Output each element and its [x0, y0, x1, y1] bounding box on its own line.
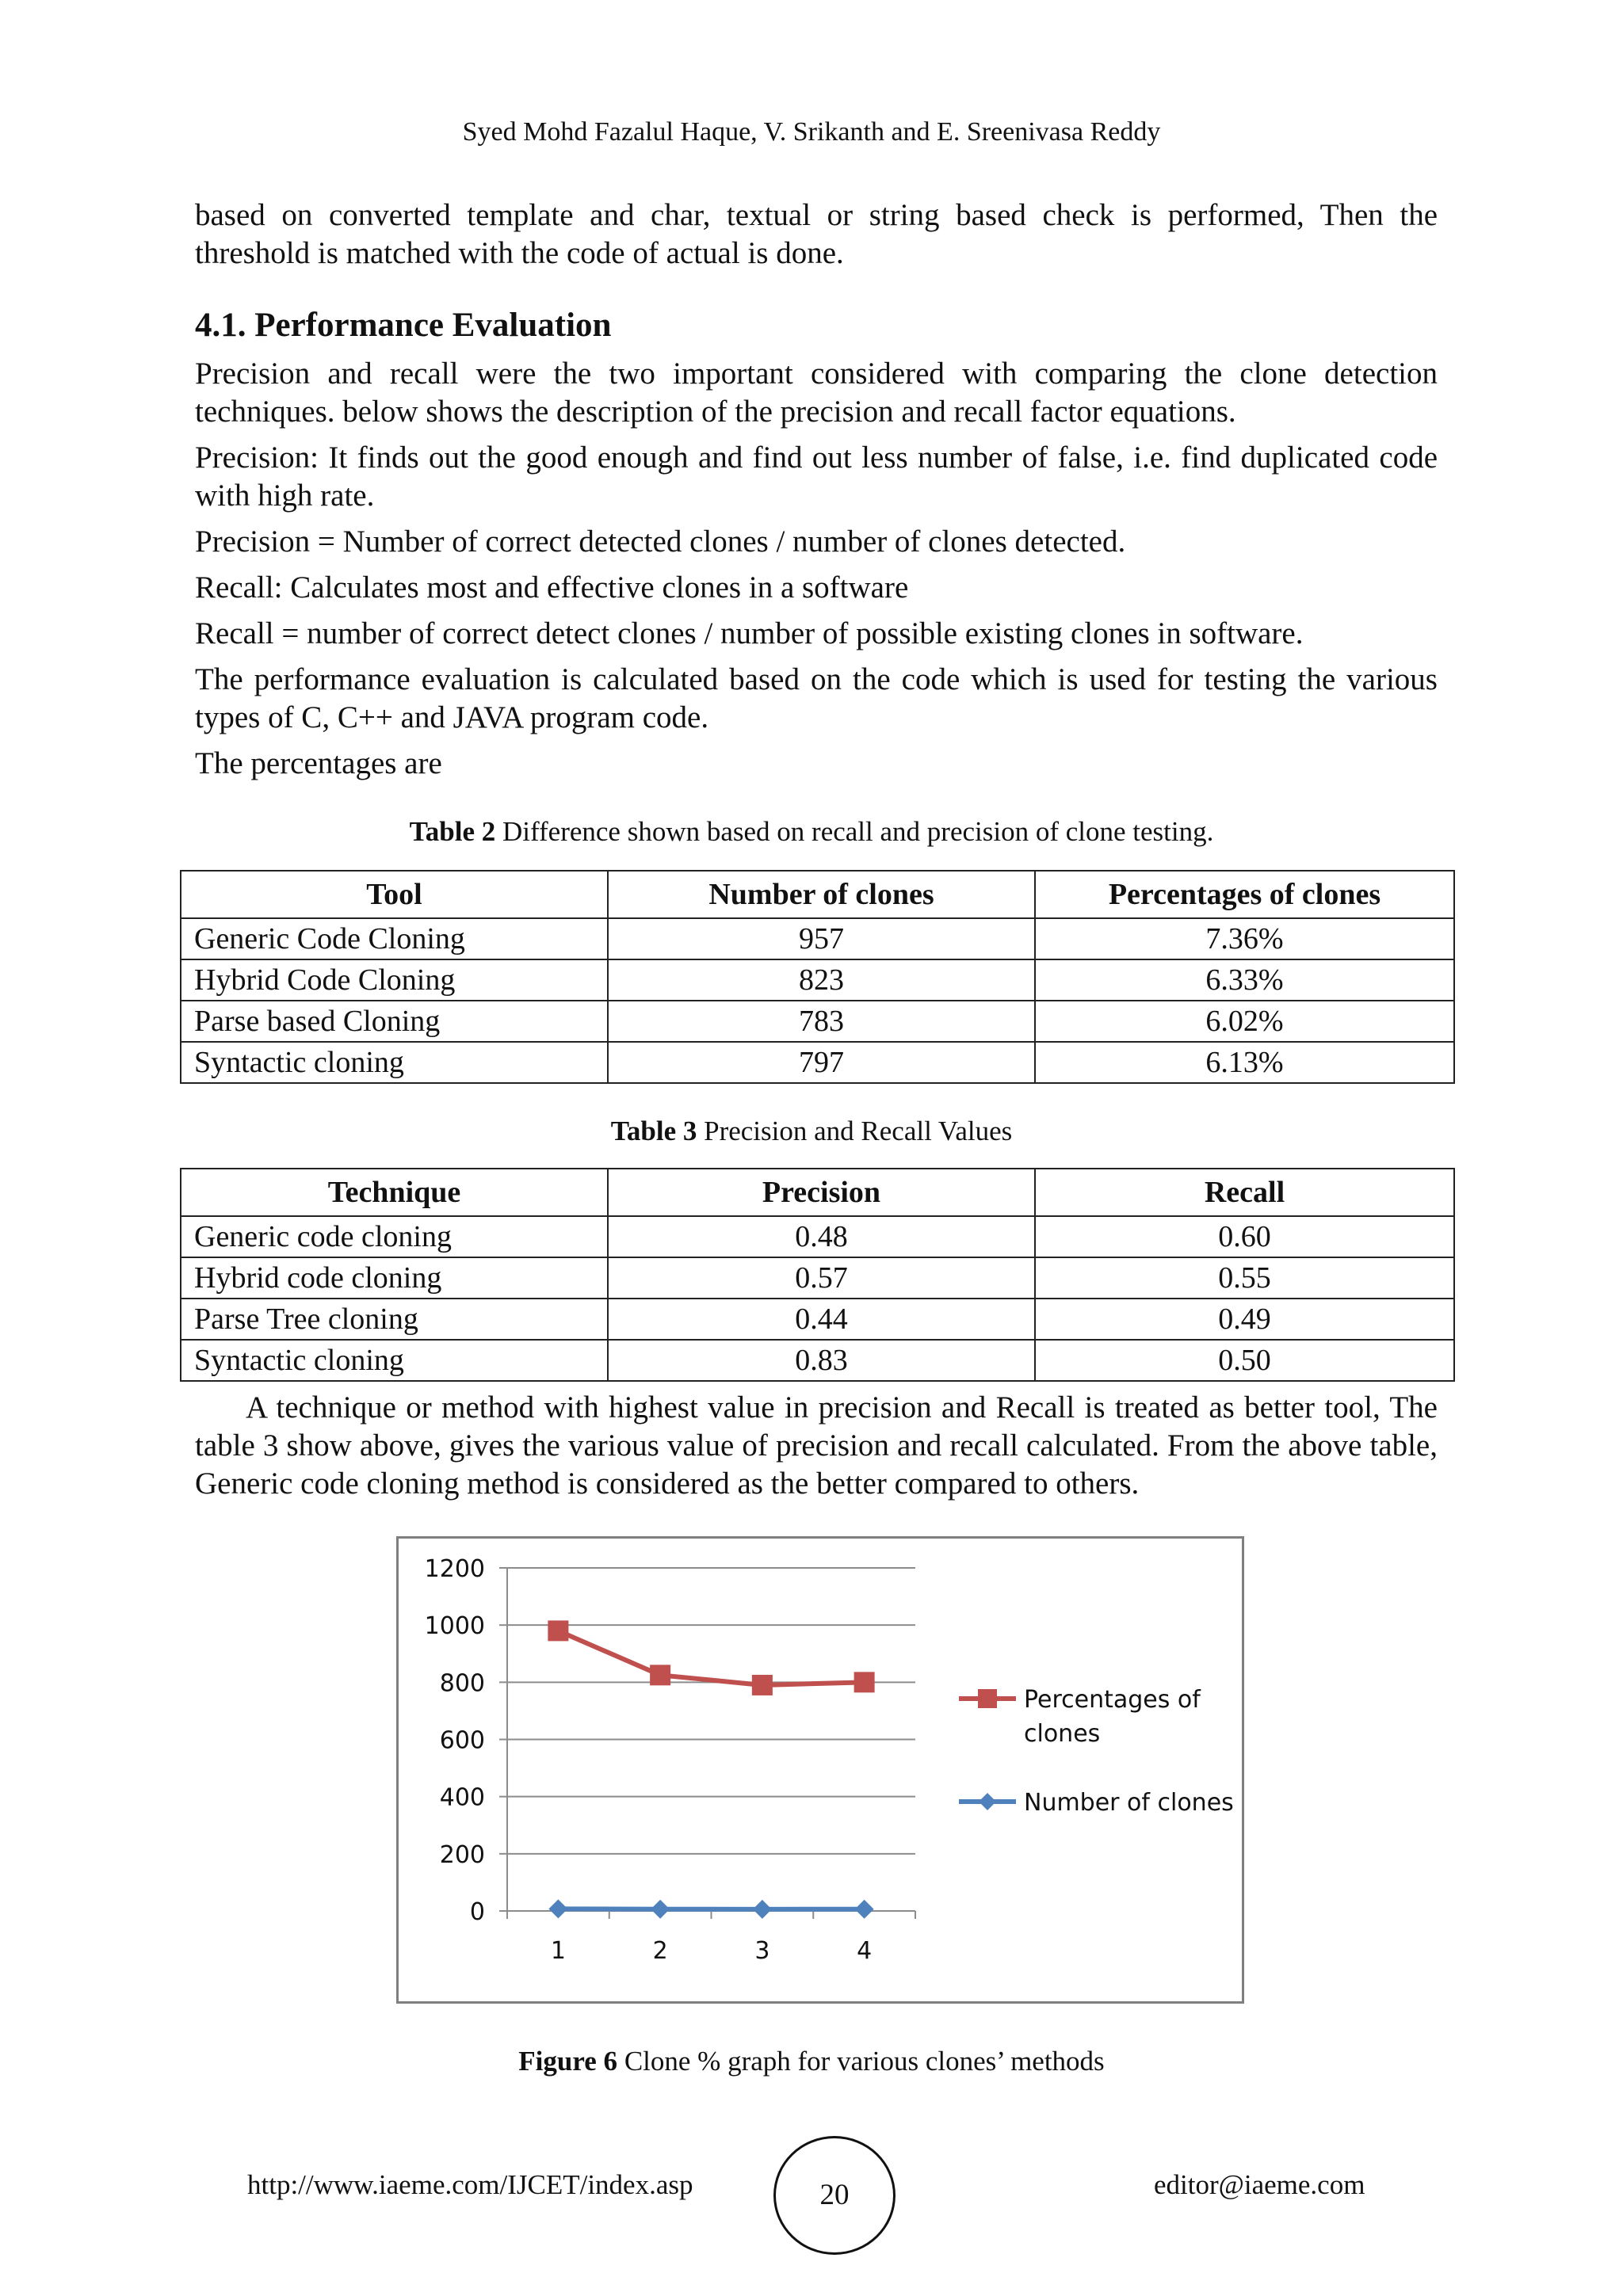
clone-line-chart — [396, 1536, 1244, 2004]
y-tick-label: 1200 — [424, 1555, 485, 1583]
table-cell: 797 — [608, 1042, 1035, 1083]
footer-email[interactable]: editor@iaeme.com — [1154, 2169, 1365, 2200]
discussion-block — [195, 1389, 1438, 1511]
table-header-cell: Technique — [181, 1169, 608, 1216]
data-point — [854, 1672, 875, 1692]
data-point — [548, 1620, 568, 1641]
data-point — [752, 1675, 773, 1695]
legend-label: Percentages of — [1024, 1686, 1201, 1714]
table-row — [181, 1340, 1454, 1381]
table-3 — [180, 1168, 1455, 1382]
table3-caption-label: Table 3 — [610, 1116, 697, 1146]
y-tick-label: 1000 — [424, 1612, 485, 1641]
legend-label: Number of clones — [1024, 1789, 1234, 1817]
y-tick-label: 800 — [439, 1669, 485, 1698]
section-body — [195, 355, 1438, 791]
table2-caption-text: Difference shown based on recall and precision of clone testing. — [495, 816, 1214, 847]
table2-caption — [0, 816, 1623, 848]
table-cell: Generic code cloning — [181, 1216, 608, 1257]
x-tick-label: 4 — [857, 1937, 873, 1965]
section-paragraph: Recall: Calculates most and effective clones in a software — [195, 570, 909, 605]
table-header-cell: Recall — [1035, 1169, 1454, 1216]
table-header-row — [181, 871, 1454, 918]
intro-paragraph: based on converted template and char, textual or string based check is performed, Then the threshold is matched with the code of actual is done. — [195, 198, 1438, 270]
table-2 — [180, 870, 1455, 1084]
legend-label: clones — [1024, 1720, 1101, 1748]
y-tick-label: 600 — [439, 1726, 485, 1755]
table-cell: 0.83 — [608, 1340, 1035, 1381]
table-row — [181, 1216, 1454, 1257]
table-row — [181, 1299, 1454, 1340]
table-header-cell: Precision — [608, 1169, 1035, 1216]
table-cell: 0.55 — [1035, 1257, 1454, 1299]
table-row — [181, 1042, 1454, 1083]
chart-frame — [398, 1538, 1243, 2003]
table-cell: 6.33% — [1035, 959, 1454, 1001]
table-cell: Parse Tree cloning — [181, 1299, 608, 1340]
table-cell: Syntactic cloning — [181, 1340, 608, 1381]
table-cell: 0.44 — [608, 1299, 1035, 1340]
table-cell: 7.36% — [1035, 918, 1454, 959]
section-paragraph: The percentages are — [195, 746, 442, 780]
discussion-paragraph: A technique or method with highest value in precision and Recall is treated as better tool, The table 3 show above, gives the various value of precision and recall calculated. From the above table, Generic code cloning method is considered as the better compared to others. — [195, 1390, 1438, 1501]
data-point — [650, 1665, 670, 1685]
table3-caption-text: Precision and Recall Values — [697, 1116, 1013, 1146]
legend-marker — [978, 1689, 997, 1708]
table-cell: 957 — [608, 918, 1035, 959]
table-cell: 783 — [608, 1001, 1035, 1042]
y-tick-label: 400 — [439, 1783, 485, 1812]
table-row — [181, 1001, 1454, 1042]
table-cell: 0.48 — [608, 1216, 1035, 1257]
figure-caption-label: Figure 6 — [518, 2046, 618, 2077]
table-cell: 6.02% — [1035, 1001, 1454, 1042]
section-paragraph: Precision and recall were the two important considered with comparing the clone detection techniques. below shows the description of the precision and recall factor equations. — [195, 357, 1438, 429]
y-tick-label: 200 — [439, 1840, 485, 1869]
intro-paragraph-block — [195, 196, 1438, 280]
footer-url[interactable]: http://www.iaeme.com/IJCET/index.asp — [247, 2169, 693, 2200]
running-header: Syed Mohd Fazalul Haque, V. Srikanth and E. Sreenivasa Reddy — [462, 117, 1161, 147]
table-cell: Parse based Cloning — [181, 1001, 608, 1042]
table-cell: 0.49 — [1035, 1299, 1454, 1340]
x-tick-label: 1 — [550, 1937, 566, 1965]
table-cell: 0.60 — [1035, 1216, 1454, 1257]
section-title: 4.1. Performance Evaluation — [195, 307, 612, 344]
section-paragraph: The performance evaluation is calculated based on the code which is used for testing the various types of C, C++ and JAVA program code. — [195, 662, 1438, 734]
table2-caption-label: Table 2 — [409, 816, 496, 847]
table-cell: Hybrid Code Cloning — [181, 959, 608, 1001]
figure-caption-text: Clone % graph for various clones’ methods — [617, 2046, 1105, 2077]
table-header-cell: Tool — [181, 871, 608, 918]
figure-caption — [0, 2046, 1623, 2077]
table-row — [181, 1257, 1454, 1299]
table-cell: Generic Code Cloning — [181, 918, 608, 959]
table-header-cell: Percentages of clones — [1035, 871, 1454, 918]
table-header-row — [181, 1169, 1454, 1216]
table3-caption — [0, 1116, 1623, 1147]
table-cell: Hybrid code cloning — [181, 1257, 608, 1299]
table-cell: 0.50 — [1035, 1340, 1454, 1381]
y-tick-label: 0 — [469, 1898, 485, 1926]
table-cell: 0.57 — [608, 1257, 1035, 1299]
page-number: 20 — [773, 2136, 896, 2255]
table-cell: 823 — [608, 959, 1035, 1001]
x-tick-label: 3 — [754, 1937, 770, 1965]
table-row — [181, 918, 1454, 959]
table-header-cell: Number of clones — [608, 871, 1035, 918]
section-paragraph: Recall = number of correct detect clones / number of possible existing clones in software. — [195, 616, 1304, 650]
table-row — [181, 959, 1454, 1001]
section-paragraph: Precision = Number of correct detected clones / number of clones detected. — [195, 524, 1126, 559]
table-cell: 6.13% — [1035, 1042, 1454, 1083]
table-cell: Syntactic cloning — [181, 1042, 608, 1083]
x-tick-label: 2 — [652, 1937, 668, 1965]
section-paragraph: Precision: It finds out the good enough and find out less number of false, i.e. find duplicated code with high rate. — [195, 441, 1438, 513]
